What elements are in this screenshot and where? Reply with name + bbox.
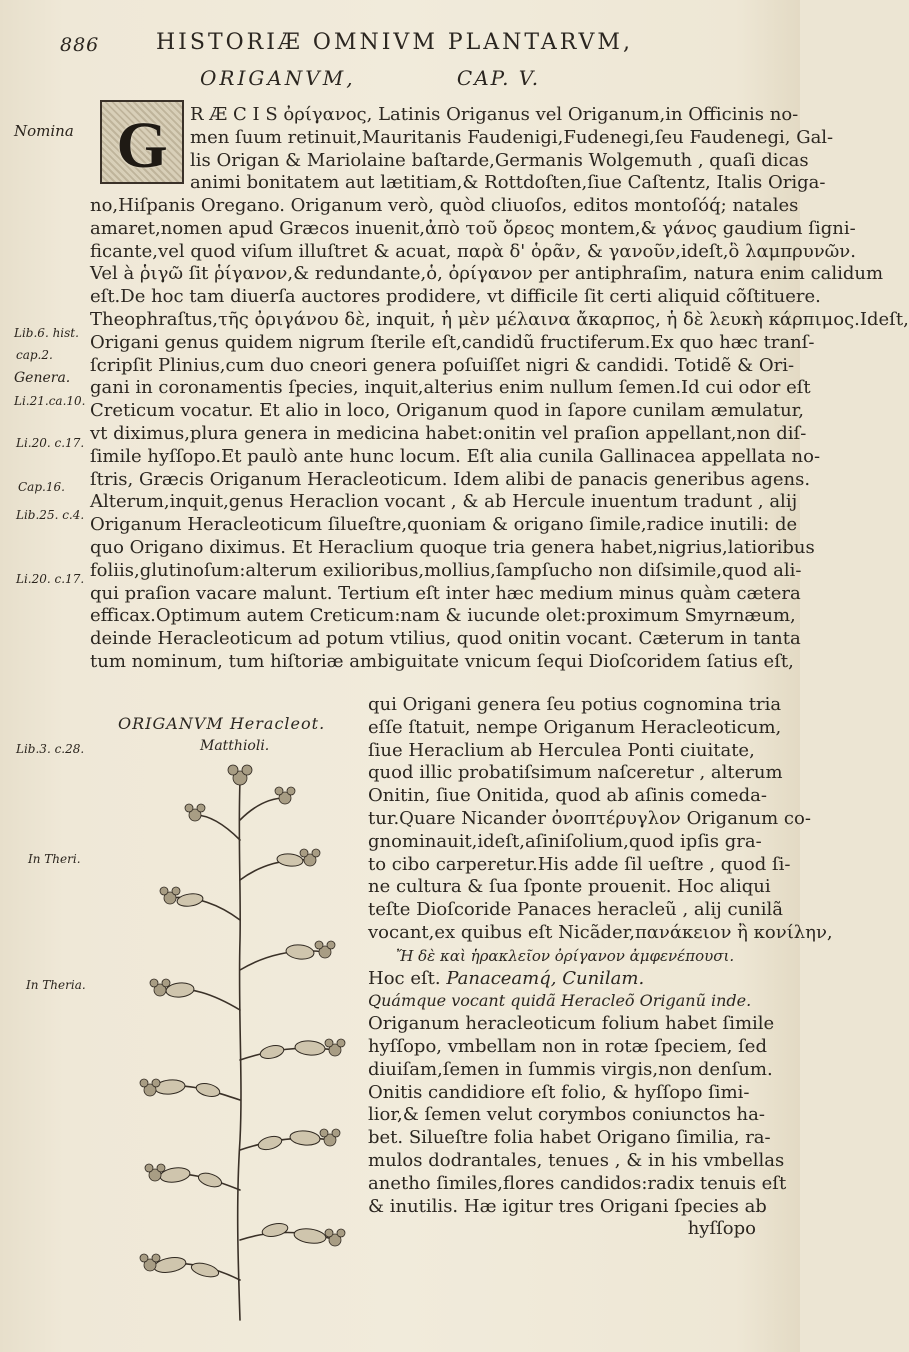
- italic-heading: Quámque vocant quidã Heracleõ Origanũ inde.: [368, 991, 752, 1011]
- chapter-heading: [200, 66, 540, 90]
- margin-note: Nomina: [14, 122, 74, 140]
- text-line: ſimile hyſſopo.Et paulò ante hunc locum. Eſt alia cunila Gallinacea appellata no-: [90, 445, 821, 467]
- text-line: ſcripſit Plinius,cum duo cneori genera poſuiſſet nigri & candidi. Totidẽ & Ori-: [90, 354, 795, 376]
- text-line: vt diximus,plura genera in medicina habet:onitin vel praſion appellant,non diſ-: [90, 422, 807, 444]
- hoc-italic: Panaceamq́, Cunilam.: [446, 967, 645, 989]
- text-line: bet. Silueſtre folia habet Origano ſimilia, ra-: [368, 1127, 771, 1149]
- text-line: efficax.Optimum autem Creticum:nam & iucunde olet:proximum Smyrnæum,: [90, 605, 796, 627]
- text-line: ſtris, Græcis Origanum Heracleoticum. Idem alibi de panacis generibus agens.: [90, 468, 811, 490]
- text-line: & inutilis. Hæ igitur tres Origani ſpecies ab: [368, 1195, 767, 1217]
- text-line: hyſſopo, vmbellam non in rotæ ſpeciem, ſed: [368, 1035, 767, 1057]
- margin-note: In Theria.: [26, 978, 86, 992]
- decorated-initial: G: [100, 100, 184, 184]
- text-line: Origanum heracleoticum folium habet ſimile: [368, 1013, 775, 1035]
- hoc-lead: Hoc eſt.: [368, 967, 441, 989]
- text-line: R Æ C I S ὀρίγανος, Latinis Origanus vel Origanum,in Officinis no-: [190, 104, 799, 125]
- text-line: Vel à ῥιγῶ ſit ῥίγανον,& redundante,ὁ, ὀρίγανον per antiphraſim, natura enim calidum: [90, 263, 884, 285]
- main-text: [90, 195, 909, 674]
- margin-note: In Theri.: [28, 852, 81, 866]
- text-line: ne cultura & ſua ſponte prouenit. Hoc aliqui: [368, 876, 771, 898]
- text-line: foliis,glutinoſum:alterum exilioribus,mollius,ſampſucho non diſsimile,quod ali-: [90, 559, 802, 581]
- margin-note: Lib.25. c.4.: [16, 508, 85, 522]
- text-line: gani in coronamentis ſpecies, inquit,alterius enim nullum ſemen.Id cui odor eſt: [90, 377, 811, 399]
- running-title: HISTORIÆ OMNIVM PLANTARVM,: [156, 30, 633, 55]
- text-line: quod illic probatiſsimum naſceretur , alterum: [368, 762, 783, 784]
- text-line: qui Origani genera ſeu potius cognomina tria: [368, 694, 782, 715]
- plate-caption: ORIGANVM Heracleot.: [118, 714, 326, 733]
- page-header: [60, 28, 780, 64]
- text-line: anetho ſimiles,flores candidos:radix tenuis eſt: [368, 1172, 787, 1194]
- text-line: lior,& ſemen velut corymbos coniunctos ha-: [368, 1104, 765, 1126]
- text-line: tur.Quare Nicander ὀνοπτέρυγλον Origanum co-: [368, 807, 811, 829]
- text-line: Theophraſtus,τῆς ὀριγάνου δὲ, inquit, ἡ μὲν μέλαινα ἄκαρπος, ἡ δὲ λευκὴ κάρπιμος.Ideſt,: [90, 308, 909, 330]
- catchword: hyſſopo: [687, 1218, 756, 1240]
- text-line: Creticum vocatur. Et alio in loco, Origanum quod in ſapore cunilam æmulatur,: [90, 400, 805, 422]
- text-line: gnominauit,ideſt,aſiniſolium,quod ipſis gra-: [368, 830, 762, 852]
- hoc-line: [368, 968, 780, 991]
- plant-woodcut-illustration: [110, 760, 370, 1320]
- text-line: tum nominum, tum hiſtoriæ ambiguitate vnicum ſequi Dioſcoridem ſatius eſt,: [90, 650, 794, 672]
- text-line: eſt.De hoc tam diuerſa auctores prodidere, vt difficile ſit certi aliquid cõſtituere.: [90, 286, 821, 308]
- chapter-title: ORIGANVM,: [200, 66, 356, 90]
- plate-subcaption: Matthioli.: [200, 738, 270, 754]
- text-line: to cibo carperetur.His adde ſil ueſtre , quod ſi-: [368, 853, 791, 875]
- text-line: animi bonitatem aut lætitiam,& Rottdoſten,ſiue Caſtentz, Italis Origa-: [190, 172, 826, 194]
- text-line: diuiſam,ſemen in ſummis virgis,non denſum.: [368, 1058, 773, 1080]
- text-line: Origani genus quidem nigrum ſterile eſt,candidũ fructiferum.Ex quo hæc tranſ-: [90, 331, 815, 353]
- text-line: deinde Heracleoticum ad potum vtilius, quod onitin vocant. Cæterum in tanta: [90, 628, 801, 650]
- text-line: Origanum Heracleoticum ſilueſtre,quoniam & origano ſimile,radice inutili: de: [90, 514, 798, 536]
- folio-number: 886: [60, 34, 100, 56]
- text-line: Onitis candidiore eſt folio, & hyſſopo ſimi-: [368, 1081, 750, 1103]
- margin-note: Genera.: [14, 370, 71, 386]
- text-line: amaret,nomen apud Græcos inuenit,ἀπὸ τοῦ ὄρεος montem,& γάνος gaudium ſigni-: [90, 217, 856, 239]
- text-line: eſſe ſtatuit, nempe Origanum Heracleoticum,: [368, 716, 782, 738]
- margin-note: Li.20. c.17.: [16, 572, 85, 586]
- text-line: ficante,vel quod viſum illuſtret & acuat, παρὰ δ' ὁρᾶν, & γανοῦν,ideſt,ὃ λαμπρυνῶν.: [90, 240, 856, 262]
- text-line: quo Origano diximus. Et Heraclium quoque tria genera habet,nigrius,latioribus: [90, 536, 815, 558]
- right-column-text: [368, 694, 833, 1241]
- margin-note: cap.2.: [16, 348, 53, 362]
- chapter-number: CAP. V.: [456, 66, 541, 90]
- margin-note: Cap.16.: [18, 480, 65, 494]
- text-line: Onitin, ſiue Onitida, quod ab aſinis comeda-: [368, 785, 767, 807]
- margin-note: Li.20. c.17.: [16, 436, 85, 450]
- main-text-indented: [190, 104, 834, 195]
- text-line: no,Hiſpanis Oregano. Origanum verò, quòd cliuoſos, editos montoſóq́; natales: [90, 195, 799, 216]
- text-line: Alterum,inquit,genus Heraclion vocant , & ab Hercule inuentum tradunt , alij: [90, 491, 798, 513]
- text-line: ſiue Heraclium ab Herculea Ponti ciuitate,: [368, 739, 755, 761]
- margin-note: Lib.6. hist.: [14, 326, 79, 340]
- text-line: teſte Dioſcoride Panaces heracleũ , alij cunilã: [368, 899, 783, 921]
- margin-note: Lib.3. c.28.: [16, 742, 85, 756]
- text-line: qui praſion vacare malunt. Tertium eſt inter hæc medium minus quàm cætera: [90, 582, 801, 604]
- margin-note: Li.21.ca.10.: [14, 394, 86, 408]
- text-line: men ſuum retinuit,Mauritanis Faudenigi,Fudenegi,ſeu Faudenegi, Gal-: [190, 126, 834, 148]
- text-line: vocant,ex quibus eſt Nicãder,πανάκειον ἢ κονίλην,: [368, 921, 833, 943]
- verse-line: Ἤ δὲ καὶ ἡρακλεῖον ὀρίγανον ἀμφενέπουσι.: [396, 946, 735, 965]
- text-line: lis Origan & Mariolaine baſtarde,Germanis Wolgemuth , quaſi dicas: [190, 149, 809, 171]
- text-line: mulos dodrantales, tenues , & in his vmbellas: [368, 1149, 785, 1171]
